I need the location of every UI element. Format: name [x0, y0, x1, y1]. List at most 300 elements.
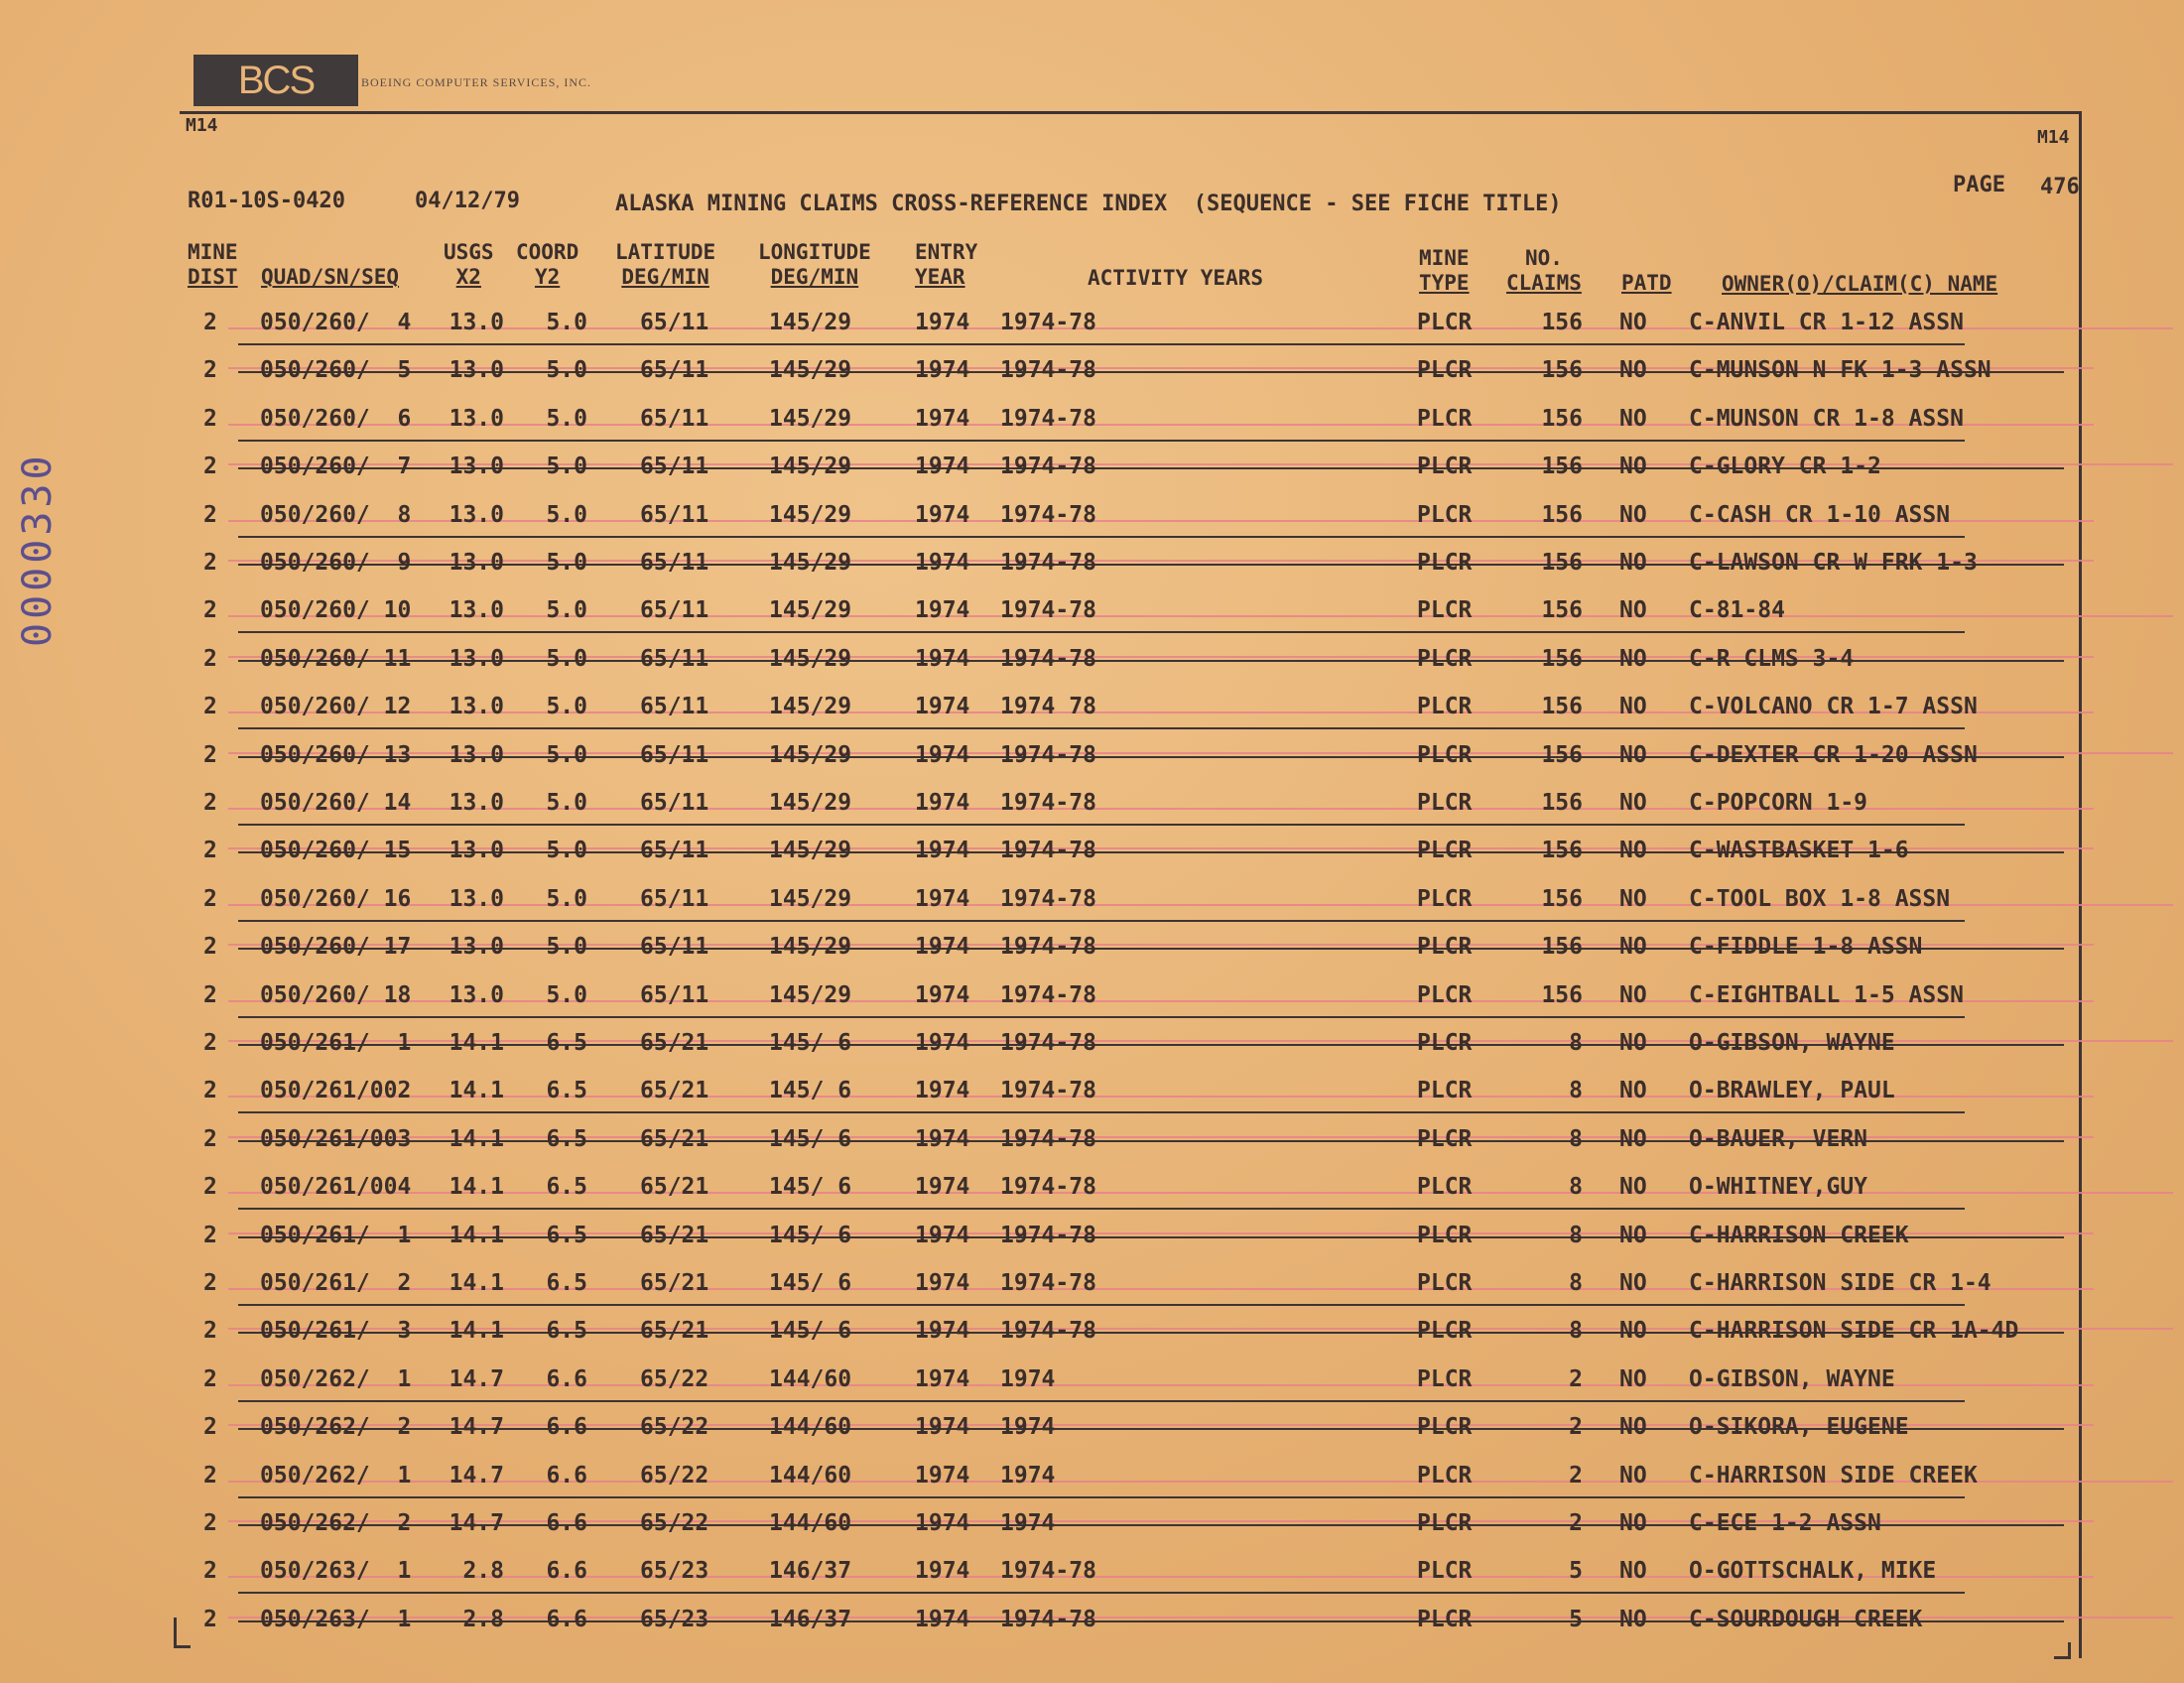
table-row — [0, 548, 2184, 595]
cell-dist: 2 — [203, 838, 217, 864]
cell-x2: 13.0 — [449, 885, 504, 912]
logo-brand: BCS — [237, 58, 315, 102]
cell-y2: 5.0 — [546, 597, 587, 624]
cell-lon: 145/29 — [769, 838, 852, 864]
col-patd: PATD — [1621, 271, 1672, 295]
col-coord-line1: COORD — [516, 240, 579, 264]
cell-name: C-ECE 1-2 ASSN — [1689, 1510, 1881, 1536]
report-id: R01-10S-0420 — [188, 189, 345, 213]
cell-lon: 145/29 — [769, 645, 852, 672]
col-mine-type — [1419, 246, 1470, 296]
cell-lon: 145/29 — [769, 597, 852, 624]
cell-y2: 6.5 — [546, 1078, 587, 1104]
cell-claims: 156 — [1541, 501, 1583, 528]
cell-type: PLCR — [1417, 885, 1473, 912]
col-quad: QUAD/SN/SEQ — [261, 265, 400, 289]
row-rule — [238, 536, 1965, 538]
table-row — [0, 500, 2184, 548]
col-latitude-line2: DEG/MIN — [621, 265, 709, 289]
cell-lon: 145/29 — [769, 981, 852, 1008]
cell-lat: 65/21 — [640, 1125, 709, 1152]
table-row — [0, 1412, 2184, 1460]
cell-dist: 2 — [203, 1606, 217, 1632]
cell-entry: 1974 — [915, 1606, 970, 1632]
cell-x2: 14.1 — [449, 1222, 504, 1248]
row-rule — [238, 920, 1965, 922]
col-entry-year — [915, 240, 977, 290]
row-rule — [238, 1304, 1965, 1306]
cell-patd: NO — [1619, 741, 1647, 768]
cell-claims: 156 — [1541, 453, 1583, 480]
cell-lat: 65/11 — [640, 453, 709, 480]
cell-claims: 5 — [1569, 1606, 1583, 1632]
cell-lat: 65/23 — [640, 1606, 709, 1632]
col-longitude-line1: LONGITUDE — [758, 240, 871, 264]
cell-activity: 1974-78 — [1000, 453, 1096, 480]
cell-quad: 050/261/003 — [260, 1125, 412, 1152]
cell-y2: 5.0 — [546, 934, 587, 961]
cell-patd: NO — [1619, 1365, 1647, 1392]
cell-x2: 13.0 — [449, 501, 504, 528]
col-coord-line2: Y2 — [534, 265, 561, 289]
cell-lon: 144/60 — [769, 1510, 852, 1536]
cell-name: C-GLORY CR 1-2 — [1689, 453, 1881, 480]
cell-activity: 1974-78 — [1000, 1222, 1096, 1248]
cell-patd: NO — [1619, 1318, 1647, 1345]
cell-activity: 1974-78 — [1000, 981, 1096, 1008]
row-rule — [238, 1111, 1965, 1113]
cell-dist: 2 — [203, 790, 217, 816]
table-row — [0, 836, 2184, 883]
cell-type: PLCR — [1417, 1365, 1473, 1392]
cell-x2: 14.7 — [449, 1365, 504, 1392]
cell-activity: 1974-78 — [1000, 550, 1096, 576]
cell-x2: 14.1 — [449, 1270, 504, 1296]
cell-quad: 050/261/ 1 — [260, 1222, 412, 1248]
cell-patd: NO — [1619, 1462, 1647, 1489]
cell-y2: 6.6 — [546, 1414, 587, 1441]
cell-patd: NO — [1619, 1270, 1647, 1296]
cell-dist: 2 — [203, 597, 217, 624]
cell-name: C-HARRISON SIDE CR 1A-4D — [1689, 1318, 2019, 1345]
cell-y2: 5.0 — [546, 645, 587, 672]
cell-claims: 2 — [1569, 1414, 1583, 1441]
cell-x2: 14.1 — [449, 1174, 504, 1201]
cell-lat: 65/11 — [640, 885, 709, 912]
cell-claims: 8 — [1569, 1222, 1583, 1248]
cell-dist: 2 — [203, 1510, 217, 1536]
cell-y2: 6.5 — [546, 1318, 587, 1345]
row-rule — [238, 1496, 1965, 1498]
cell-quad: 050/261/ 1 — [260, 1030, 412, 1056]
cell-dist: 2 — [203, 1558, 217, 1585]
cell-entry: 1974 — [915, 357, 970, 384]
cell-entry: 1974 — [915, 1414, 970, 1441]
col-activity-years: ACTIVITY YEARS — [1088, 266, 1264, 290]
cell-y2: 5.0 — [546, 981, 587, 1008]
cell-quad: 050/260/ 11 — [260, 645, 412, 672]
table-row — [0, 692, 2184, 739]
cell-y2: 5.0 — [546, 741, 587, 768]
col-usgs-line1: USGS — [444, 240, 494, 264]
cell-lon: 145/29 — [769, 453, 852, 480]
cell-dist: 2 — [203, 405, 217, 432]
cell-lon: 145/29 — [769, 885, 852, 912]
table-row — [0, 1508, 2184, 1556]
cell-lat: 65/22 — [640, 1365, 709, 1392]
cell-quad: 050/260/ 18 — [260, 981, 412, 1008]
cell-patd: NO — [1619, 1125, 1647, 1152]
cell-patd: NO — [1619, 453, 1647, 480]
cell-type: PLCR — [1417, 1125, 1473, 1152]
cell-entry: 1974 — [915, 1125, 970, 1152]
cell-lon: 145/ 6 — [769, 1270, 852, 1296]
cell-type: PLCR — [1417, 838, 1473, 864]
cell-y2: 6.5 — [546, 1174, 587, 1201]
cell-activity: 1974-78 — [1000, 1174, 1096, 1201]
cell-dist: 2 — [203, 357, 217, 384]
cell-claims: 8 — [1569, 1270, 1583, 1296]
cell-claims: 2 — [1569, 1462, 1583, 1489]
cell-x2: 2.8 — [462, 1558, 504, 1585]
table-row — [0, 1605, 2184, 1652]
page-label: PAGE — [1953, 173, 2005, 197]
cell-entry: 1974 — [915, 741, 970, 768]
table-row — [0, 1221, 2184, 1268]
cell-y2: 6.6 — [546, 1462, 587, 1489]
cell-activity: 1974 78 — [1000, 694, 1096, 720]
cell-claims: 5 — [1569, 1558, 1583, 1585]
cell-lon: 144/60 — [769, 1462, 852, 1489]
cell-name: O-GIBSON, WAYNE — [1689, 1030, 1895, 1056]
cell-entry: 1974 — [915, 934, 970, 961]
col-owner-claim-name: OWNER(O)/CLAIM(C) NAME — [1722, 272, 1998, 296]
cell-lat: 65/11 — [640, 501, 709, 528]
cell-claims: 8 — [1569, 1125, 1583, 1152]
cell-name: C-HARRISON SIDE CREEK — [1689, 1462, 1978, 1489]
cell-patd: NO — [1619, 1174, 1647, 1201]
cell-quad: 050/260/ 15 — [260, 838, 412, 864]
cell-activity: 1974-78 — [1000, 405, 1096, 432]
table-row — [0, 1124, 2184, 1172]
row-rule — [238, 440, 1965, 442]
table-row — [0, 452, 2184, 499]
cell-x2: 13.0 — [449, 741, 504, 768]
cell-lat: 65/11 — [640, 550, 709, 576]
cell-name: C-MUNSON N FK 1-3 ASSN — [1689, 357, 1991, 384]
cell-type: PLCR — [1417, 981, 1473, 1008]
cell-name: O-SIKORA, EUGENE — [1689, 1414, 1909, 1441]
cell-name: C-CASH CR 1-10 ASSN — [1689, 501, 1951, 528]
cell-activity: 1974-78 — [1000, 1125, 1096, 1152]
cell-lat: 65/11 — [640, 597, 709, 624]
cell-activity: 1974-78 — [1000, 885, 1096, 912]
cell-name: C-81-84 — [1689, 597, 1785, 624]
table-row — [0, 740, 2184, 788]
cell-type: PLCR — [1417, 550, 1473, 576]
cell-y2: 5.0 — [546, 550, 587, 576]
cell-y2: 5.0 — [546, 790, 587, 816]
cell-entry: 1974 — [915, 1174, 970, 1201]
cell-y2: 5.0 — [546, 838, 587, 864]
cell-claims: 8 — [1569, 1078, 1583, 1104]
cell-lon: 145/29 — [769, 310, 852, 335]
cell-lat: 65/11 — [640, 790, 709, 816]
form-code-left: M14 — [186, 115, 218, 136]
cell-entry: 1974 — [915, 1222, 970, 1248]
cell-claims: 156 — [1541, 550, 1583, 576]
cell-entry: 1974 — [915, 838, 970, 864]
cell-name: C-R CLMS 3-4 — [1689, 645, 1855, 672]
cell-entry: 1974 — [915, 405, 970, 432]
cell-type: PLCR — [1417, 1606, 1473, 1632]
cell-patd: NO — [1619, 357, 1647, 384]
row-rule — [238, 824, 1965, 826]
cell-patd: NO — [1619, 1558, 1647, 1585]
cell-lon: 145/29 — [769, 550, 852, 576]
table-row — [0, 1028, 2184, 1076]
cell-x2: 14.7 — [449, 1414, 504, 1441]
cell-quad: 050/261/ 2 — [260, 1270, 412, 1296]
cell-type: PLCR — [1417, 741, 1473, 768]
cell-quad: 050/260/ 17 — [260, 934, 412, 961]
cell-claims: 156 — [1541, 741, 1583, 768]
cell-x2: 14.1 — [449, 1030, 504, 1056]
row-rule — [238, 727, 1965, 729]
cell-name: C-LAWSON CR W FRK 1-3 — [1689, 550, 1978, 576]
cell-y2: 6.6 — [546, 1365, 587, 1392]
cell-entry: 1974 — [915, 1270, 970, 1296]
cell-x2: 14.1 — [449, 1078, 504, 1104]
cell-lat: 65/11 — [640, 981, 709, 1008]
cell-quad: 050/263/ 1 — [260, 1558, 412, 1585]
cell-quad: 050/260/ 12 — [260, 694, 412, 720]
cell-dist: 2 — [203, 501, 217, 528]
cell-patd: NO — [1619, 934, 1647, 961]
cell-dist: 2 — [203, 1365, 217, 1392]
cell-dist: 2 — [203, 645, 217, 672]
cell-dist: 2 — [203, 934, 217, 961]
cell-patd: NO — [1619, 1414, 1647, 1441]
cell-activity: 1974-78 — [1000, 741, 1096, 768]
cell-activity: 1974-78 — [1000, 1606, 1096, 1632]
cell-type: PLCR — [1417, 1558, 1473, 1585]
cell-activity: 1974-78 — [1000, 597, 1096, 624]
cell-x2: 13.0 — [449, 645, 504, 672]
cell-x2: 13.0 — [449, 405, 504, 432]
cell-quad: 050/262/ 1 — [260, 1462, 412, 1489]
cell-name: C-HARRISON SIDE CR 1-4 — [1689, 1270, 1991, 1296]
cell-patd: NO — [1619, 501, 1647, 528]
cell-type: PLCR — [1417, 1174, 1473, 1201]
row-rule — [238, 1592, 1965, 1594]
cell-lat: 65/11 — [640, 934, 709, 961]
cell-entry: 1974 — [915, 597, 970, 624]
col-no-claims — [1506, 246, 1582, 296]
cell-type: PLCR — [1417, 310, 1473, 335]
cell-name: O-GIBSON, WAYNE — [1689, 1365, 1895, 1392]
cell-x2: 13.0 — [449, 934, 504, 961]
cell-lon: 146/37 — [769, 1606, 852, 1632]
cell-quad: 050/262/ 2 — [260, 1414, 412, 1441]
cell-activity: 1974 — [1000, 1462, 1056, 1489]
cell-activity: 1974-78 — [1000, 934, 1096, 961]
cell-patd: NO — [1619, 981, 1647, 1008]
cell-claims: 156 — [1541, 838, 1583, 864]
cell-activity: 1974-78 — [1000, 1270, 1096, 1296]
cell-type: PLCR — [1417, 1030, 1473, 1056]
col-coord — [516, 240, 578, 290]
cell-dist: 2 — [203, 1414, 217, 1441]
cell-x2: 13.0 — [449, 310, 504, 335]
cell-x2: 13.0 — [449, 981, 504, 1008]
cell-type: PLCR — [1417, 1270, 1473, 1296]
report-title: ALASKA MINING CLAIMS CROSS-REFERENCE INDEX (SEQUENCE - SEE FICHE TITLE) — [615, 192, 1562, 216]
cell-patd: NO — [1619, 694, 1647, 720]
cell-entry: 1974 — [915, 1365, 970, 1392]
cell-type: PLCR — [1417, 790, 1473, 816]
table-row — [0, 1556, 2184, 1604]
table-row — [0, 932, 2184, 979]
cell-type: PLCR — [1417, 934, 1473, 961]
cell-quad: 050/260/ 13 — [260, 741, 412, 768]
cell-quad: 050/261/ 3 — [260, 1318, 412, 1345]
cell-claims: 8 — [1569, 1174, 1583, 1201]
col-entry-year-line1: ENTRY — [915, 240, 978, 264]
cell-lon: 145/ 6 — [769, 1318, 852, 1345]
cell-activity: 1974-78 — [1000, 1078, 1096, 1104]
table-row — [0, 644, 2184, 692]
cell-name: C-SOURDOUGH CREEK — [1689, 1606, 1923, 1632]
cell-quad: 050/261/002 — [260, 1078, 412, 1104]
cell-dist: 2 — [203, 1462, 217, 1489]
cell-lon: 145/ 6 — [769, 1174, 852, 1201]
cell-lon: 144/60 — [769, 1365, 852, 1392]
bcs-logo — [193, 55, 358, 106]
cell-quad: 050/260/ 7 — [260, 453, 412, 480]
row-rule — [238, 631, 1965, 633]
cell-dist: 2 — [203, 1030, 217, 1056]
cell-y2: 6.5 — [546, 1270, 587, 1296]
cell-y2: 6.5 — [546, 1030, 587, 1056]
cell-claims: 8 — [1569, 1030, 1583, 1056]
col-mine-dist-line2: DIST — [188, 265, 238, 289]
cell-dist: 2 — [203, 1125, 217, 1152]
cell-activity: 1974 — [1000, 1365, 1056, 1392]
row-rule — [238, 1208, 1965, 1210]
cell-y2: 5.0 — [546, 885, 587, 912]
cell-lon: 145/29 — [769, 741, 852, 768]
cell-y2: 5.0 — [546, 694, 587, 720]
cell-quad: 050/260/ 5 — [260, 357, 412, 384]
cell-lat: 65/11 — [640, 645, 709, 672]
cell-patd: NO — [1619, 645, 1647, 672]
cell-lat: 65/22 — [640, 1462, 709, 1489]
cell-activity: 1974-78 — [1000, 838, 1096, 864]
table-row — [0, 1316, 2184, 1363]
cell-claims: 2 — [1569, 1510, 1583, 1536]
cell-entry: 1974 — [915, 694, 970, 720]
table-row — [0, 1076, 2184, 1123]
cell-lon: 145/29 — [769, 694, 852, 720]
cell-patd: NO — [1619, 790, 1647, 816]
cell-dist: 2 — [203, 981, 217, 1008]
cell-claims: 156 — [1541, 597, 1583, 624]
cell-y2: 6.5 — [546, 1222, 587, 1248]
cell-lat: 65/21 — [640, 1270, 709, 1296]
cell-name: C-HARRISON CREEK — [1689, 1222, 1909, 1248]
cell-dist: 2 — [203, 885, 217, 912]
cell-lat: 65/22 — [640, 1510, 709, 1536]
cell-name: C-WASTBASKET 1-6 — [1689, 838, 1909, 864]
cell-dist: 2 — [203, 741, 217, 768]
row-rule — [238, 1400, 1965, 1402]
cell-quad: 050/260/ 9 — [260, 550, 412, 576]
cell-patd: NO — [1619, 1606, 1647, 1632]
cell-x2: 13.0 — [449, 597, 504, 624]
cell-patd: NO — [1619, 405, 1647, 432]
cell-type: PLCR — [1417, 1462, 1473, 1489]
table-row — [0, 1172, 2184, 1220]
cell-dist: 2 — [203, 310, 217, 335]
cell-dist: 2 — [203, 1318, 217, 1345]
cell-entry: 1974 — [915, 501, 970, 528]
table-row — [0, 308, 2184, 355]
cell-claims: 156 — [1541, 885, 1583, 912]
cell-type: PLCR — [1417, 357, 1473, 384]
cell-lat: 65/21 — [640, 1078, 709, 1104]
cell-quad: 050/262/ 1 — [260, 1365, 412, 1392]
cell-type: PLCR — [1417, 1510, 1473, 1536]
cell-quad: 050/260/ 8 — [260, 501, 412, 528]
cell-dist: 2 — [203, 550, 217, 576]
table-row — [0, 595, 2184, 643]
col-no-claims-line1: NO. — [1524, 246, 1563, 270]
cell-entry: 1974 — [915, 790, 970, 816]
cell-type: PLCR — [1417, 694, 1473, 720]
table-row — [0, 1461, 2184, 1508]
cell-lat: 65/21 — [640, 1318, 709, 1345]
cell-dist: 2 — [203, 1222, 217, 1248]
cell-patd: NO — [1619, 550, 1647, 576]
cell-lon: 146/37 — [769, 1558, 852, 1585]
cell-claims: 2 — [1569, 1365, 1583, 1392]
cell-entry: 1974 — [915, 310, 970, 335]
table-row — [0, 355, 2184, 403]
document-number-stamp: 0000330 — [15, 452, 61, 648]
cell-name: C-VOLCANO CR 1-7 ASSN — [1689, 694, 1978, 720]
cell-type: PLCR — [1417, 501, 1473, 528]
cell-claims: 156 — [1541, 645, 1583, 672]
cell-name: C-DEXTER CR 1-20 ASSN — [1689, 741, 1978, 768]
cell-quad: 050/263/ 1 — [260, 1606, 412, 1632]
cell-entry: 1974 — [915, 1318, 970, 1345]
cell-quad: 050/261/004 — [260, 1174, 412, 1201]
cell-lon: 145/29 — [769, 790, 852, 816]
cell-type: PLCR — [1417, 453, 1473, 480]
cell-claims: 8 — [1569, 1318, 1583, 1345]
cell-lon: 145/29 — [769, 357, 852, 384]
cell-lon: 145/ 6 — [769, 1030, 852, 1056]
cell-x2: 13.0 — [449, 550, 504, 576]
cell-lon: 145/29 — [769, 934, 852, 961]
cell-type: PLCR — [1417, 597, 1473, 624]
cell-y2: 5.0 — [546, 310, 587, 335]
cell-y2: 6.6 — [546, 1510, 587, 1536]
cell-lat: 65/11 — [640, 357, 709, 384]
cell-y2: 6.6 — [546, 1606, 587, 1632]
cell-lon: 145/ 6 — [769, 1125, 852, 1152]
